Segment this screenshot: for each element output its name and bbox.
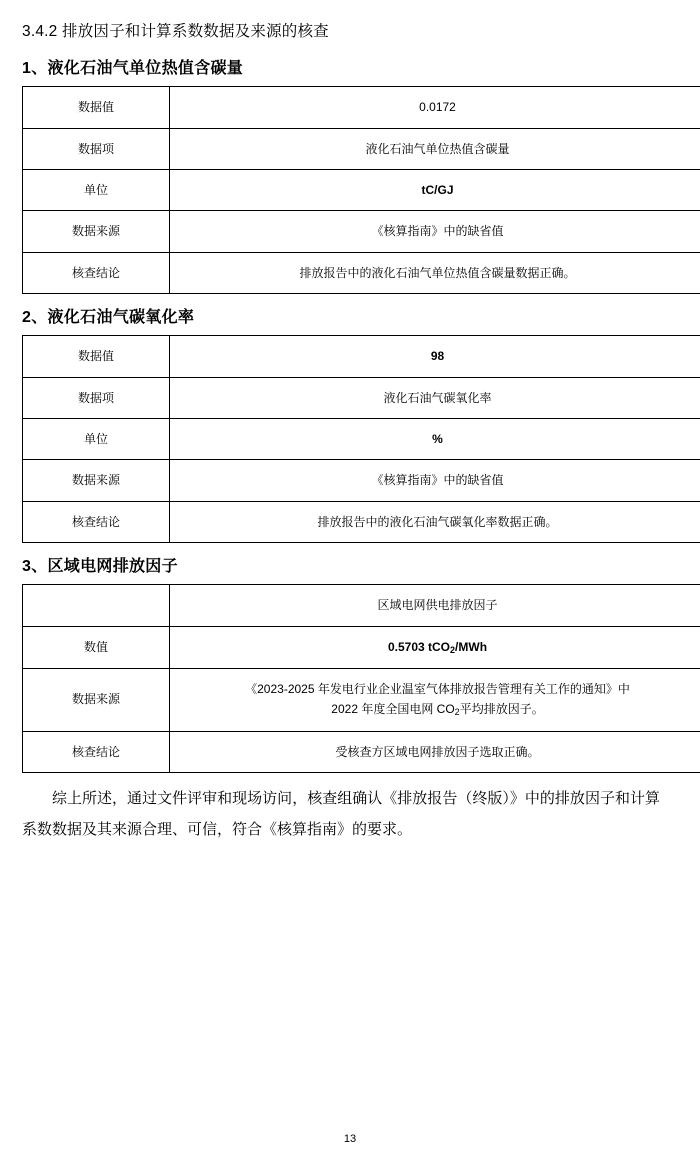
table-row (23, 87, 700, 128)
row-label-empty (23, 585, 170, 626)
regional-grid-emission-factor-table (22, 584, 700, 773)
row-label: 核查结论 (23, 731, 170, 772)
value-prefix: 0.5703 tCO (387, 639, 451, 654)
value-subscript: 2 (450, 644, 456, 655)
lpg-carbon-content-table (22, 86, 700, 294)
table-row (23, 170, 700, 211)
page-number: 13 (343, 1133, 357, 1145)
subsection-heading-1: 1、液化石油气单位热值含碳量 (22, 60, 244, 78)
table-row (23, 252, 700, 293)
row-value (170, 668, 700, 731)
table-row (23, 668, 700, 731)
row-label: 数据项 (23, 377, 170, 418)
table-row (23, 336, 700, 377)
row-label: 核查结论 (23, 501, 170, 542)
table-row (23, 585, 700, 626)
grid-table-title: 区域电网供电排放因子 (170, 585, 700, 626)
table-row (23, 377, 700, 418)
table-row (23, 418, 700, 459)
value-suffix: /MWh (455, 639, 488, 654)
lpg-oxidation-rate-table (22, 335, 700, 543)
source-line-2-prefix: 2022 年度全国电网 CO (331, 702, 455, 717)
row-value (170, 626, 700, 668)
row-value: tC/GJ (170, 170, 700, 211)
row-value: 《核算指南》中的缺省值 (170, 211, 700, 252)
row-label: 数据值 (23, 336, 170, 377)
value-subscript: 2 (454, 707, 460, 718)
source-line-1: 《2023-2025 年发电行业企业温室气体排放报告管理有关工作的通知》中 (245, 681, 630, 696)
row-value: 0.0172 (170, 87, 700, 128)
row-label: 数据来源 (23, 668, 170, 731)
row-label: 数值 (23, 626, 170, 668)
row-value: 受核查方区域电网排放因子选取正确。 (170, 731, 700, 772)
table-row (23, 211, 700, 252)
row-label: 单位 (23, 170, 170, 211)
row-value: 液化石油气单位热值含碳量 (170, 128, 700, 169)
row-label: 数据值 (23, 87, 170, 128)
table-row (23, 501, 700, 542)
row-label: 数据来源 (23, 460, 170, 501)
row-value: 《核算指南》中的缺省值 (170, 460, 700, 501)
row-value: 排放报告中的液化石油气碳氧化率数据正确。 (170, 501, 700, 542)
table-row (23, 128, 700, 169)
subsection-heading-3: 3、区域电网排放因子 (22, 558, 178, 576)
row-label: 数据来源 (23, 211, 170, 252)
row-value: % (170, 418, 700, 459)
row-value: 液化石油气碳氧化率 (170, 377, 700, 418)
conclusion-paragraph: 综上所述，通过文件评审和现场访问，核查组确认《排放报告（终版）》中的排放因子和计算系数数据及其来源合理、可信，符合《核算指南》的要求。 (22, 789, 660, 839)
table-row (23, 460, 700, 501)
table-row (23, 731, 700, 772)
row-value: 排放报告中的液化石油气单位热值含碳量数据正确。 (170, 252, 700, 293)
row-label: 核查结论 (23, 252, 170, 293)
row-value: 98 (170, 336, 700, 377)
row-label: 单位 (23, 418, 170, 459)
source-line-2-suffix: 平均排放因子。 (459, 702, 544, 717)
page-title: 3.4.2 排放因子和计算系数数据及来源的核查 (22, 23, 329, 40)
row-label: 数据项 (23, 128, 170, 169)
subsection-heading-2: 2、液化石油气碳氧化率 (22, 309, 195, 327)
table-row (23, 626, 700, 668)
